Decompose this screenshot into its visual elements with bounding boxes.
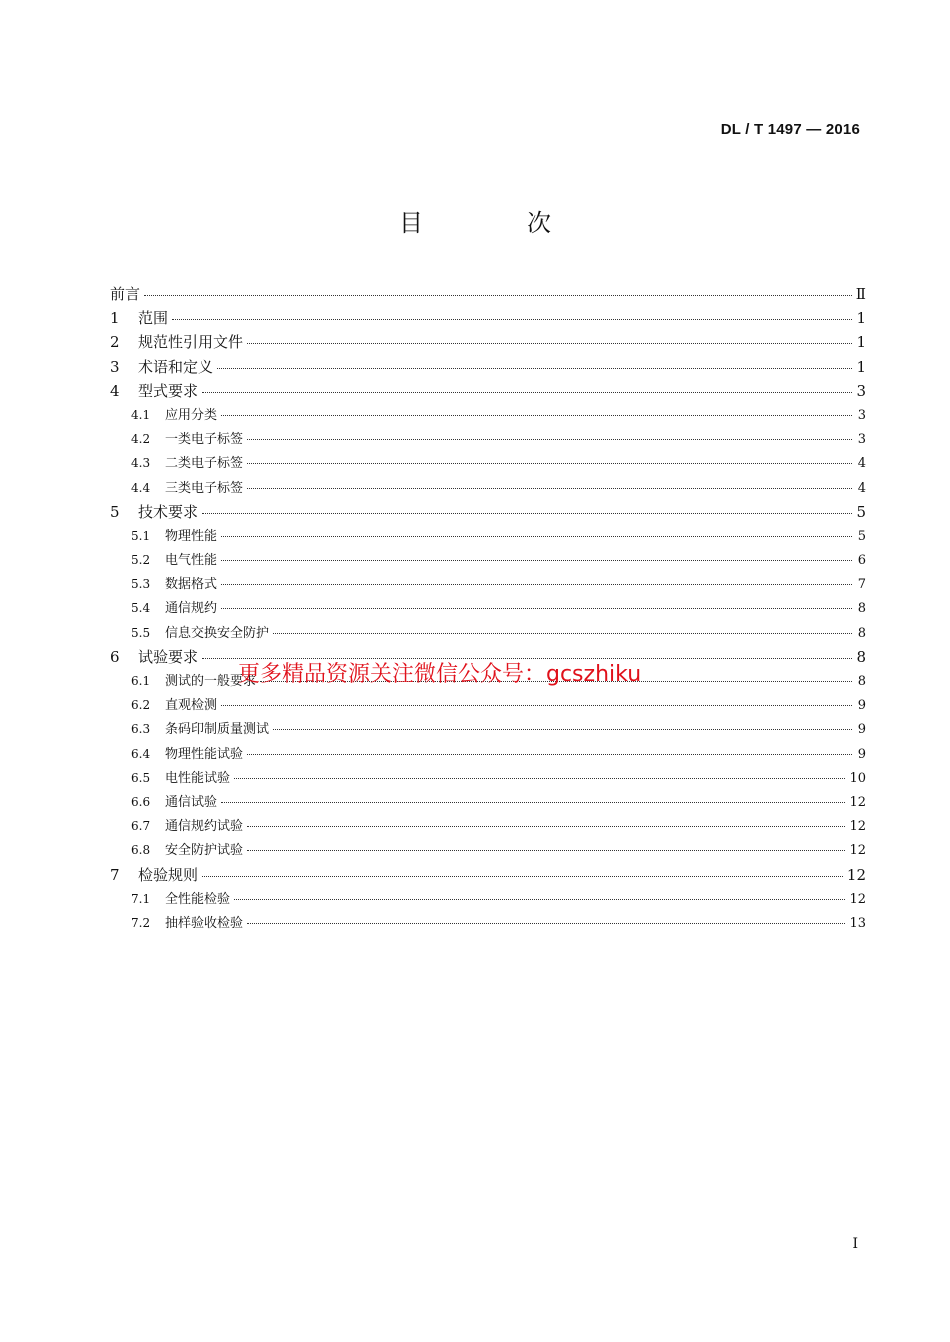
toc-entry-number: 4 [110, 381, 120, 400]
toc-entry[interactable] [110, 863, 866, 887]
toc-entry-label: 通信规约 [165, 601, 218, 617]
toc-entry-number: 6.3 [131, 722, 151, 737]
standard-code: DL / T 1497 — 2016 [720, 121, 860, 138]
toc-entry-page: 13 [849, 915, 866, 931]
page-number: I [852, 1236, 858, 1252]
toc-dot-leader [202, 875, 843, 877]
toc-dot-leader [247, 825, 845, 827]
toc-entry-page: 12 [849, 891, 866, 907]
toc-entry-label: 应用分类 [165, 407, 218, 423]
toc-entry-number: 6.5 [131, 770, 151, 785]
toc-entry-number: 7 [110, 865, 120, 884]
toc-entry-page: 1 [856, 309, 866, 328]
toc-entry-label: 二类电子标签 [165, 456, 244, 472]
toc-entry-page: 7 [857, 577, 866, 593]
toc-entry[interactable] [110, 548, 866, 572]
toc-entry[interactable] [110, 766, 866, 790]
toc-entry-label: 通信试验 [165, 794, 218, 810]
toc-entry[interactable] [110, 403, 866, 427]
toc-entry-page: 6 [857, 553, 866, 569]
toc-entry-page: 5 [857, 528, 866, 544]
toc-entry-number: 7.2 [131, 915, 151, 930]
toc-entry[interactable] [110, 379, 866, 403]
toc-entry-number: 2 [110, 333, 120, 352]
toc-entry-label: 规范性引用文件 [138, 333, 244, 352]
toc-entry-label: 全性能检验 [165, 891, 231, 907]
toc-entry-page: 10 [849, 770, 866, 786]
toc-entry-page: Ⅱ [855, 285, 866, 303]
toc-entry-page: 3 [857, 432, 866, 448]
toc-entry-number: 6.4 [131, 746, 151, 761]
toc-entry-number: 4.2 [131, 432, 151, 447]
toc-entry-number: 4.3 [131, 456, 151, 471]
toc-entry-label: 术语和定义 [138, 357, 214, 376]
toc-entry[interactable] [110, 742, 866, 766]
toc-dot-leader [217, 367, 852, 369]
toc-entry[interactable] [110, 621, 866, 645]
toc-entry-label: 抽样验收检验 [165, 915, 244, 931]
toc-entry-page: 8 [856, 647, 866, 666]
toc-entry-page: 8 [857, 601, 866, 617]
toc-dot-leader [247, 849, 845, 851]
toc-entry-number: 5.2 [131, 553, 151, 568]
watermark-text: 更多精品资源关注微信公众号：gcszhiku [238, 662, 642, 687]
toc-entry-label: 试验要求 [138, 647, 199, 666]
toc-entry[interactable] [110, 524, 866, 548]
toc-entry-page: 3 [857, 407, 866, 423]
toc-entry-label: 直观检测 [165, 698, 218, 714]
toc-entry-page: 12 [849, 843, 866, 859]
toc-dot-leader [221, 559, 852, 561]
toc-dot-leader [247, 753, 852, 755]
toc-entry-page: 9 [857, 722, 866, 738]
toc-dot-leader [247, 438, 852, 440]
toc-dot-leader [247, 922, 845, 924]
toc-entry[interactable] [110, 427, 866, 451]
toc-entry[interactable] [110, 814, 866, 838]
toc-entry-page: 12 [846, 865, 866, 884]
toc-entry-page: 12 [849, 819, 866, 835]
toc-dot-leader [221, 607, 852, 609]
toc-entry-label: 条码印制质量测试 [165, 722, 270, 738]
toc-dot-leader [234, 777, 845, 779]
toc-entry-page: 1 [856, 333, 866, 352]
toc-entry-page: 3 [856, 381, 866, 400]
toc-entry-label: 范围 [138, 309, 169, 328]
toc-entry-label: 通信规约试验 [165, 819, 244, 835]
toc-entry-label: 前言 [110, 285, 141, 303]
toc-dot-leader [202, 512, 852, 514]
toc-entry-number: 7.1 [131, 891, 151, 906]
toc-entry[interactable] [110, 911, 866, 935]
toc-entry[interactable] [110, 306, 866, 330]
toc-entry-number: 3 [110, 357, 120, 376]
toc-entry-label: 一类电子标签 [165, 432, 244, 448]
toc-entry-page: 9 [857, 746, 866, 762]
toc-entry-number: 5.1 [131, 528, 151, 543]
toc-entry-label: 测试的一般要求 [165, 674, 257, 689]
toc-entry-label: 安全防护试验 [165, 843, 244, 859]
toc-entry-page: 12 [849, 794, 866, 810]
toc-entry-label: 三类电子标签 [165, 480, 244, 496]
toc-entry-number: 6.1 [131, 674, 151, 688]
toc-entry[interactable] [110, 282, 866, 306]
toc-entry-label: 物理性能试验 [165, 746, 244, 762]
toc-entry-number: 5.3 [131, 577, 151, 592]
toc-dot-leader [221, 414, 852, 416]
toc-entry[interactable] [110, 838, 866, 862]
toc-entry[interactable] [110, 572, 866, 596]
toc-entry-number: 6.6 [131, 794, 151, 809]
toc-dot-leader [273, 728, 852, 730]
toc-entry-number: 5 [110, 502, 120, 521]
toc-entry-label: 型式要求 [138, 381, 199, 400]
toc-entry-label: 电气性能 [165, 553, 218, 569]
toc-entry[interactable] [110, 596, 866, 620]
table-of-contents [110, 282, 866, 935]
toc-entry[interactable] [110, 790, 866, 814]
toc-entry-label: 信息交换安全防护 [165, 625, 270, 641]
toc-entry-page: 4 [857, 480, 866, 496]
toc-entry[interactable] [110, 451, 866, 475]
toc-entry-number: 6.8 [131, 843, 151, 858]
page-title: 目 次 [399, 209, 591, 237]
toc-entry-number: 6.7 [131, 819, 151, 834]
toc-entry[interactable] [110, 887, 866, 911]
toc-entry-page: 8 [857, 674, 866, 689]
toc-entry[interactable] [110, 355, 866, 379]
toc-entry-label: 数据格式 [165, 577, 218, 593]
toc-entry-label: 电性能试验 [165, 770, 231, 786]
toc-dot-leader [144, 294, 852, 296]
toc-entry-label: 技术要求 [138, 502, 199, 521]
toc-entry-number: 5.4 [131, 601, 151, 616]
toc-dot-leader [221, 535, 852, 537]
toc-entry-number: 1 [110, 309, 120, 328]
toc-entry-number: 4.4 [131, 480, 151, 495]
toc-dot-leader [247, 462, 852, 464]
toc-dot-leader [247, 487, 852, 489]
toc-dot-leader [247, 342, 852, 344]
toc-entry[interactable] [110, 500, 866, 524]
toc-entry-number: 6.2 [131, 698, 151, 713]
toc-dot-leader [221, 801, 845, 803]
toc-entry-page: 5 [856, 502, 866, 521]
toc-dot-leader [221, 583, 852, 585]
toc-entry-page: 8 [857, 625, 866, 641]
toc-entry[interactable] [110, 476, 866, 500]
toc-dot-leader [172, 318, 852, 320]
toc-entry-number: 6 [110, 647, 120, 666]
toc-entry-label: 检验规则 [138, 865, 199, 884]
toc-entry-page: 4 [857, 456, 866, 472]
toc-entry-number: 4.1 [131, 407, 151, 422]
toc-entry-page: 1 [856, 357, 866, 376]
toc-entry-page: 9 [857, 698, 866, 714]
toc-dot-leader [202, 391, 852, 393]
toc-entry-number: 5.5 [131, 625, 151, 640]
toc-dot-leader [234, 898, 845, 900]
toc-dot-leader [273, 632, 852, 634]
toc-entry[interactable] [110, 717, 866, 741]
toc-dot-leader [221, 704, 852, 706]
toc-entry-label: 物理性能 [165, 528, 218, 544]
toc-entry[interactable] [110, 330, 866, 354]
toc-entry[interactable] [110, 693, 866, 717]
